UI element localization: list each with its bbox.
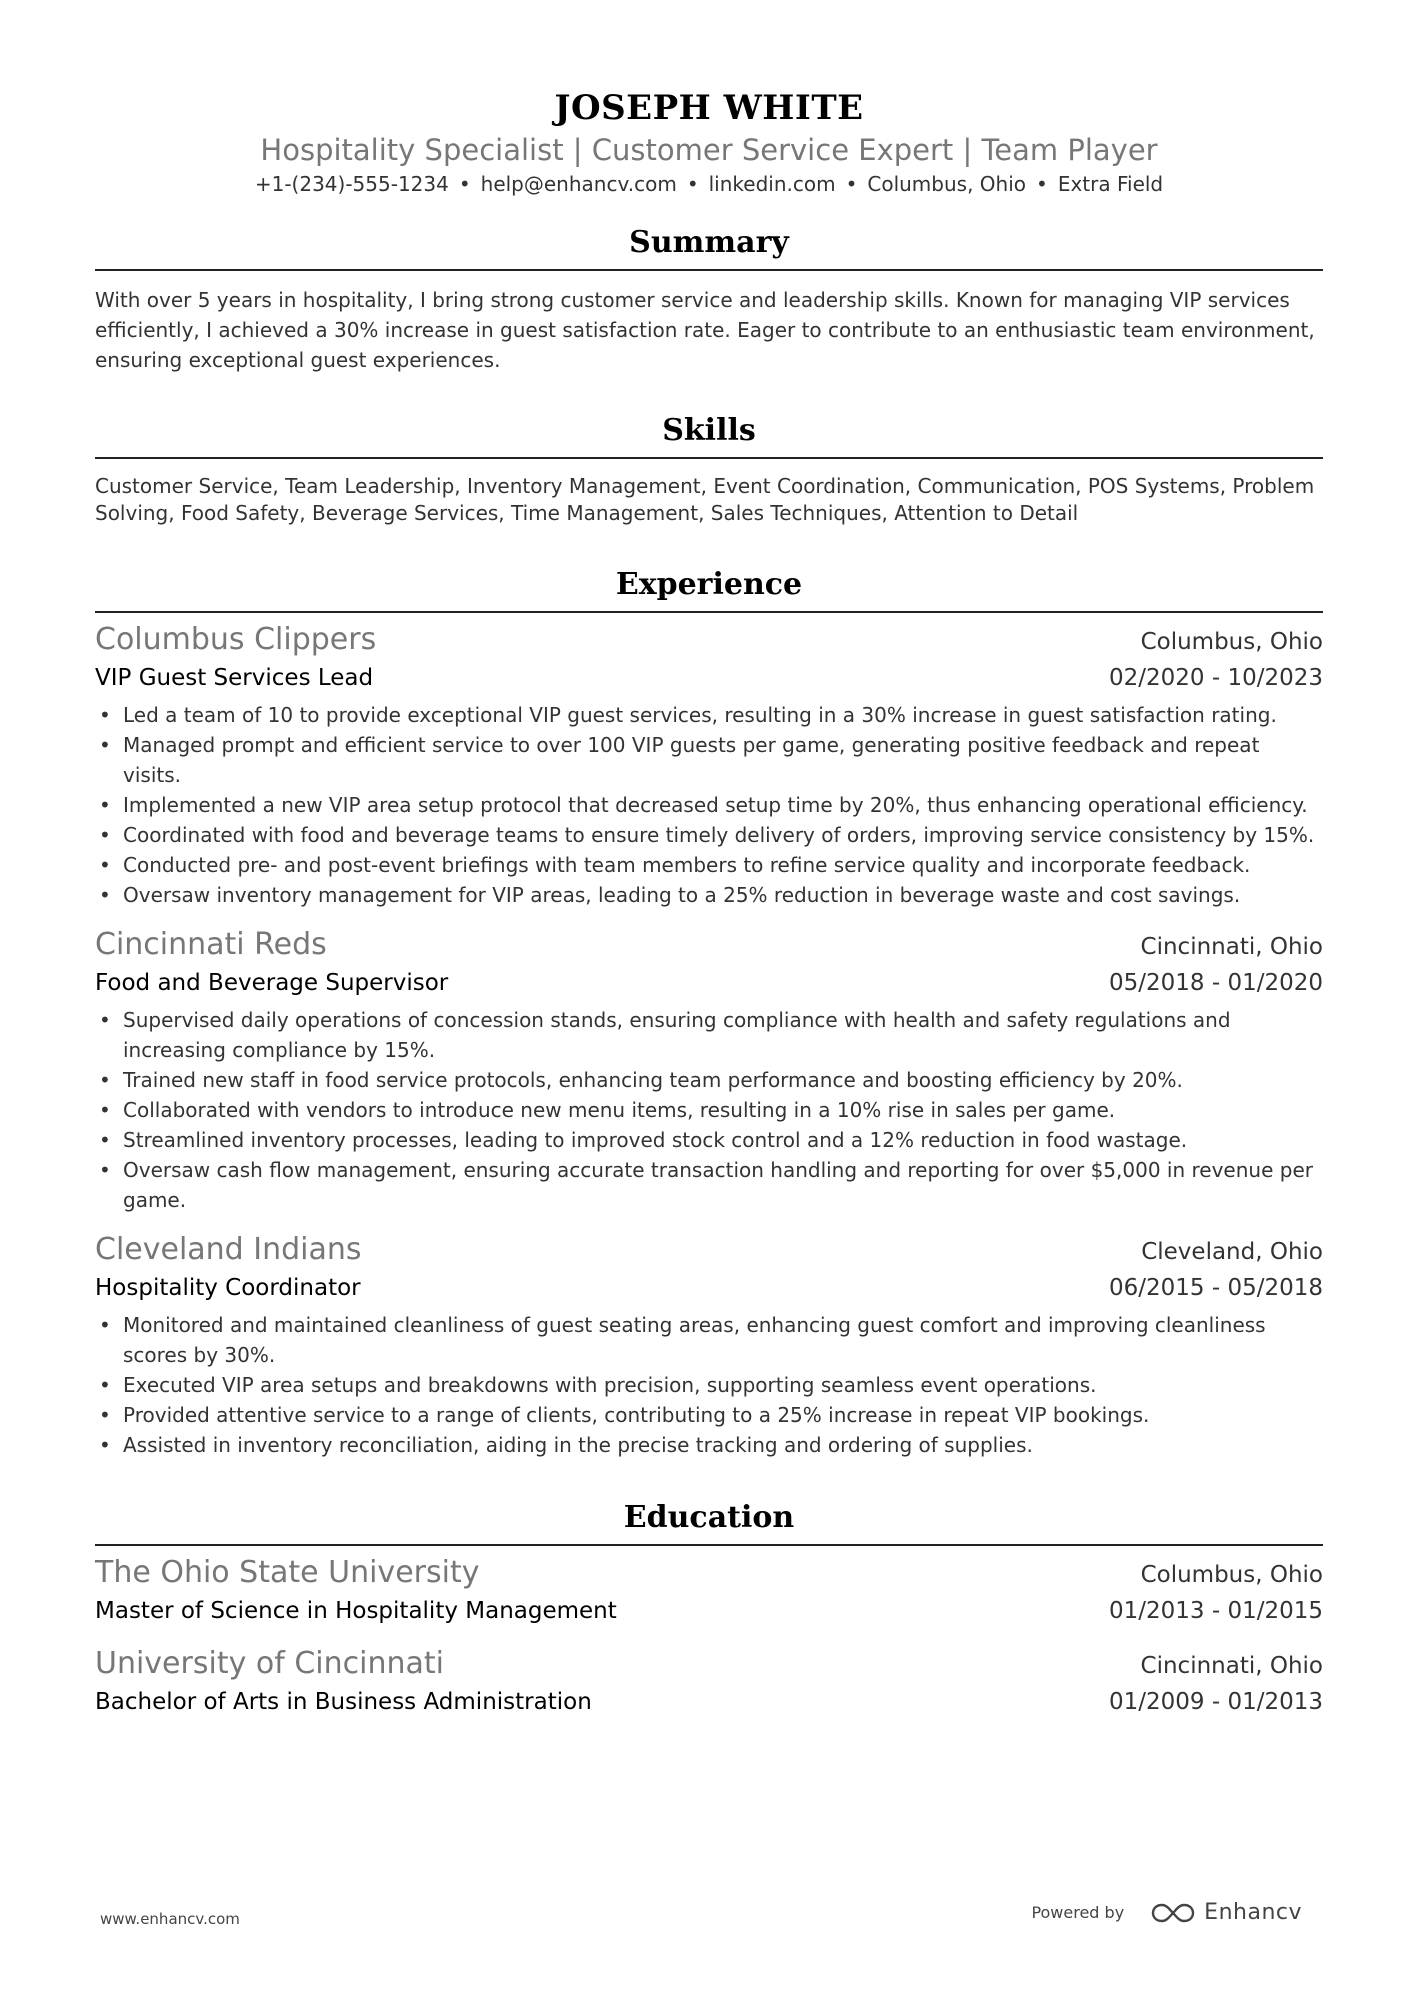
education-dates: 01/2013 - 01/2015 — [1108, 1598, 1323, 1624]
skills-text: Customer Service, Team Leadership, Inventory Management, Event Coordination, Communication, POS Systems, Problem Solving, Food Safety, Beverage Services, Time Management, Sales Techniques, Attention to Detail — [95, 474, 1315, 525]
contact-extra: Extra Field — [1057, 172, 1164, 196]
footer-branding — [1031, 1900, 1302, 1925]
job-dates: 06/2015 - 05/2018 — [1108, 1275, 1323, 1301]
contact-separator: • — [686, 172, 699, 196]
contact-separator: • — [458, 172, 471, 196]
section-divider — [95, 457, 1323, 459]
education-entry — [95, 1554, 1323, 1629]
job-role: VIP Guest Services Lead — [95, 665, 374, 691]
job-bullet: • Supervised daily operations of concession stands, ensuring compliance with health and safety regulations and increasing compliance by 15%. — [95, 1005, 1323, 1065]
job-bullet: • Managed prompt and efficient service to over 100 VIP guests per game, generating positive feedback and repeat visits. — [95, 730, 1323, 790]
contact-location: Columbus, Ohio — [867, 172, 1027, 196]
job-role: Hospitality Coordinator — [95, 1275, 361, 1301]
resume-header — [95, 0, 1323, 199]
job-bullet: • Oversaw inventory management for VIP areas, leading to a 25% reduction in beverage waste and cost savings. — [95, 880, 1323, 910]
experience-section — [95, 565, 1323, 1460]
contact-phone: +1-(234)-555-1234 — [254, 172, 449, 196]
job-bullet: • Trained new staff in food service protocols, enhancing team performance and boosting efficiency by 20%. — [95, 1065, 1323, 1095]
experience-entry — [95, 1231, 1323, 1460]
job-bullet: • Led a team of 10 to provide exceptional VIP guest services, resulting in a 30% increase in guest satisfaction rating. — [95, 700, 1323, 730]
enhancv-logo-icon — [1150, 1901, 1196, 1925]
education-dates: 01/2009 - 01/2013 — [1108, 1689, 1323, 1715]
contact-separator: • — [845, 172, 858, 196]
section-divider — [95, 1544, 1323, 1546]
experience-entry — [95, 621, 1323, 910]
job-bullets — [95, 1005, 1323, 1215]
summary-section — [95, 223, 1323, 375]
candidate-name: JOSEPH WHITE — [554, 88, 864, 128]
footer-website[interactable]: www.enhancv.com — [100, 1910, 240, 1928]
education-section — [95, 1498, 1323, 1720]
job-bullet: • Coordinated with food and beverage teams to ensure timely delivery of orders, improving service consistency by 15%. — [95, 820, 1323, 850]
job-bullet: • Implemented a new VIP area setup protocol that decreased setup time by 20%, thus enhancing operational efficiency. — [95, 790, 1323, 820]
job-bullet: • Conducted pre- and post-event briefings with team members to refine service quality and incorporate feedback. — [95, 850, 1323, 880]
school-name: The Ohio State University — [95, 1555, 480, 1590]
job-bullet: • Oversaw cash flow management, ensuring accurate transaction handling and reporting for over $5,000 in revenue per game. — [95, 1155, 1323, 1215]
company-name: Cleveland Indians — [95, 1232, 362, 1267]
degree: Bachelor of Arts in Business Administration — [95, 1689, 592, 1715]
section-divider — [95, 269, 1323, 271]
section-title-education: Education — [623, 1500, 795, 1535]
resume-page — [95, 0, 1323, 1736]
job-bullet: • Monitored and maintained cleanliness of guest seating areas, enhancing guest comfort and improving cleanliness scores by 30%. — [95, 1310, 1323, 1370]
powered-by-label: Powered by — [1031, 1903, 1125, 1922]
job-dates: 05/2018 - 01/2020 — [1108, 970, 1323, 996]
school-name: University of Cincinnati — [95, 1646, 444, 1681]
contact-line — [95, 169, 1323, 199]
school-location: Columbus, Ohio — [1140, 1562, 1323, 1588]
job-bullet: • Assisted in inventory reconciliation, aiding in the precise tracking and ordering of supplies. — [95, 1430, 1323, 1460]
section-title-experience: Experience — [615, 567, 803, 602]
contact-email: help@enhancv.com — [480, 172, 677, 196]
job-bullets — [95, 700, 1323, 910]
job-bullets — [95, 1310, 1323, 1460]
job-role: Food and Beverage Supervisor — [95, 970, 449, 996]
job-bullet: • Executed VIP area setups and breakdowns with precision, supporting seamless event operations. — [95, 1370, 1323, 1400]
company-name: Cincinnati Reds — [95, 927, 327, 962]
skills-section — [95, 411, 1323, 527]
job-bullet: • Collaborated with vendors to introduce new menu items, resulting in a 10% rise in sales per game. — [95, 1095, 1323, 1125]
job-location: Cincinnati, Ohio — [1140, 934, 1323, 960]
section-divider — [95, 611, 1323, 613]
job-bullet: • Provided attentive service to a range of clients, contributing to a 25% increase in repeat VIP bookings. — [95, 1400, 1323, 1430]
experience-entry — [95, 926, 1323, 1215]
job-location: Cleveland, Ohio — [1141, 1239, 1323, 1265]
section-title-summary: Summary — [629, 225, 789, 260]
contact-separator: • — [1036, 172, 1048, 196]
job-location: Columbus, Ohio — [1140, 629, 1323, 655]
school-location: Cincinnati, Ohio — [1140, 1653, 1323, 1679]
section-title-skills: Skills — [662, 413, 756, 448]
company-name: Columbus Clippers — [95, 622, 377, 657]
contact-linkedin: linkedin.com — [708, 172, 836, 196]
degree: Master of Science in Hospitality Management — [95, 1598, 617, 1624]
enhancv-brand-name: Enhancv — [1204, 1900, 1302, 1925]
education-entry — [95, 1645, 1323, 1720]
job-bullet: • Streamlined inventory processes, leading to improved stock control and a 12% reduction in food wastage. — [95, 1125, 1323, 1155]
candidate-title: Hospitality Specialist | Customer Service Expert | Team Player — [260, 133, 1158, 167]
job-dates: 02/2020 - 10/2023 — [1108, 665, 1323, 691]
summary-text: With over 5 years in hospitality, I bring strong customer service and leadership skills. Known for managing VIP services efficiently, I achieved a 30% increase in guest satisfaction rate. Eager to contribute to an enthusiastic team environment, ensuring exceptional guest experiences. — [95, 288, 1315, 372]
